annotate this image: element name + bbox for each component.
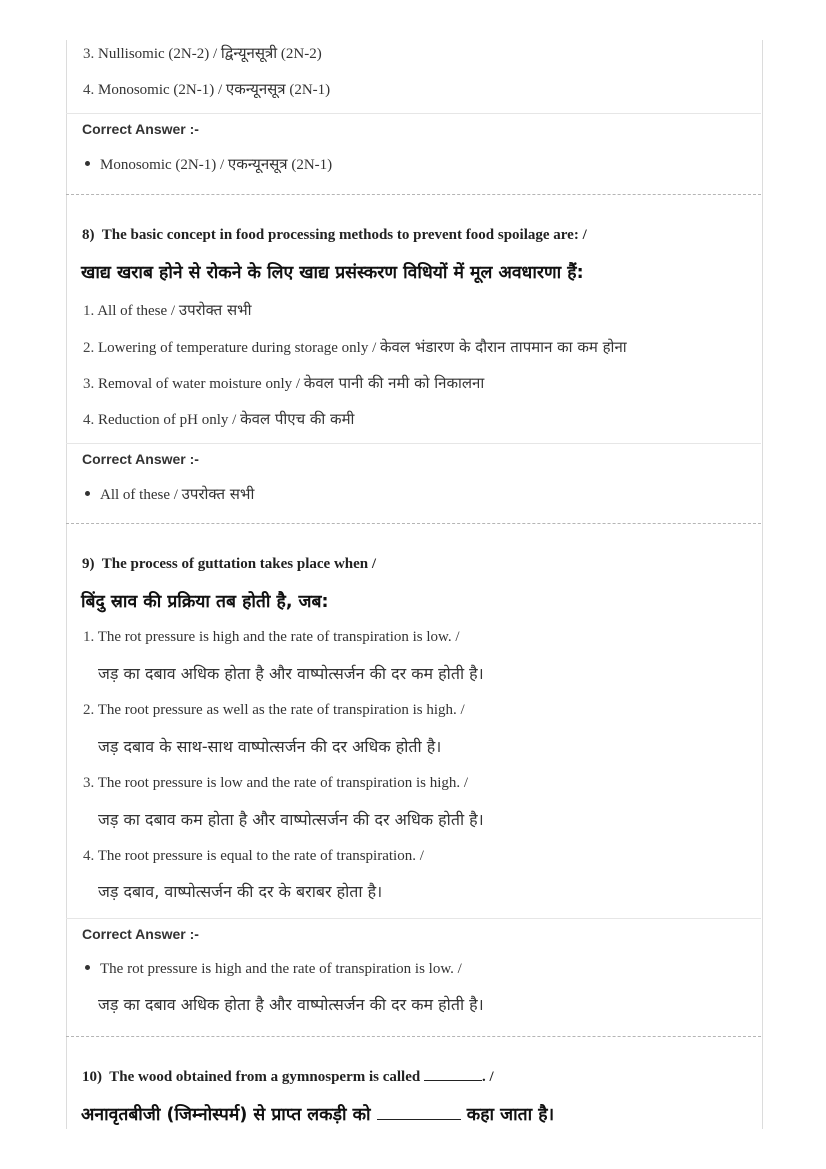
q8-correct-answer [85,484,254,504]
option-text-en: The root pressure as well as the rate of transpiration is high. / [97,702,465,718]
option-number: 4. [83,82,95,98]
q9-title-hindi: बिंदु स्राव की प्रक्रिया तब होती है, जब: [81,592,329,612]
q8-correct-answer-label: Correct Answer :- [82,451,199,467]
q8-option-2 [83,337,627,357]
option-text-en: Monosomic (2N-1) / [98,82,226,98]
option-number: 4. [83,412,95,428]
question-number: 10) [82,1069,102,1085]
question-text-en: The basic concept in food processing methods to prevent food spoilage are: / [101,227,587,243]
q8-option-4 [83,409,354,429]
option-text-en: The root pressure is equal to the rate of transpiration. / [97,848,424,864]
q9-option-1-hindi: जड़ का दबाव अधिक होता है और वाष्पोत्सर्जन की दर कम होती है। [98,664,484,683]
option-text-en: The root pressure is low and the rate of transpiration is high. / [97,775,469,791]
answer-blank [424,1080,482,1081]
option-text-en: Reduction of pH only / [98,412,241,428]
option-text-hi: केवल भंडारण के दौरान तापमान का कम होना [380,338,627,356]
answer-text-en: Monosomic (2N-1) / [100,157,228,173]
answer-text-hi: उपरोक्त सभी [181,485,255,503]
option-number: 3. [83,46,95,62]
q7-option-3 [83,43,322,63]
q8-title [82,227,587,244]
option-number: 1. [83,303,95,319]
answer-blank [377,1119,461,1120]
option-text-hi: केवल पीएच की कमी [240,410,355,428]
bullet-icon [85,965,90,970]
question-number: 9) [82,556,95,572]
q9-option-4 [83,848,424,865]
answer-text-hi: एकन्यूनसूत्र [227,155,288,173]
option-number: 2. [83,702,95,718]
q9-option-2-hindi: जड़ दबाव के साथ-साथ वाष्पोत्सर्जन की दर अधिक होती है। [98,737,442,756]
q9-option-1 [83,629,460,646]
option-text-hi: उपरोक्त सभी [178,301,252,319]
option-text-en: Lowering of temperature during storage only / [98,340,380,356]
q7-correct-answer-label: Correct Answer :- [82,121,199,137]
option-text-hi: एकन्यूनसूत्र [225,80,286,98]
q9-option-3 [83,775,468,792]
question-text-en: The wood obtained from a gymnosperm is called [109,1069,421,1085]
q7-option-4 [83,79,330,99]
question-separator [66,194,761,195]
question-number: 8) [82,227,95,243]
q9-option-3-hindi: जड़ का दबाव कम होता है और वाष्पोत्सर्जन की दर अधिक होती है। [98,810,484,829]
answer-text-en: The rot pressure is high and the rate of transpiration is low. / [100,961,462,977]
option-number: 3. [83,376,95,392]
q9-correct-answer-label: Correct Answer :- [82,926,199,942]
question-separator [66,1036,761,1037]
answer-text-en: All of these / [100,487,182,503]
q8-option-1 [83,300,252,320]
option-number: 4. [83,848,95,864]
answer-text-tail: (2N-1) [287,157,333,173]
question-separator [66,523,761,524]
option-text-tail: (2N-2) [277,46,322,62]
option-text-en: Removal of water moisture only / [98,376,304,392]
divider [66,443,761,444]
option-text-en: All of these / [97,303,179,319]
q7-correct-answer [85,154,332,174]
q9-option-4-hindi: जड़ दबाव, वाष्पोत्सर्जन की दर के बराबर होता है। [98,882,383,901]
option-text-hi: द्विन्यूनसूत्री [220,44,278,62]
divider [66,918,761,919]
question-text-hi: अनावृतबीजी (जिम्नोस्पर्म) से प्राप्त लकड़ी को [81,1105,371,1125]
q9-option-2 [83,702,465,719]
bullet-icon [85,491,90,496]
option-text-tail: (2N-1) [285,82,331,98]
divider [66,113,761,114]
option-number: 2. [83,340,95,356]
option-text-en: The rot pressure is high and the rate of transpiration is low. / [97,629,460,645]
q10-title-hindi [81,1102,554,1126]
q10-title [82,1069,494,1086]
option-number: 1. [83,629,95,645]
question-text-hi-tail: कहा जाता है। [460,1105,555,1125]
bullet-icon [85,161,90,166]
q9-correct-answer-hindi: जड़ का दबाव अधिक होता है और वाष्पोत्सर्जन की दर कम होती है। [98,995,484,1014]
q9-correct-answer [85,961,462,978]
q8-title-hindi: खाद्य खराब होने से रोकने के लिए खाद्य प्रसंस्करण विधियों में मूल अवधारणा हैं: [81,263,584,283]
option-text-hi: केवल पानी की नमी को निकालना [303,374,485,392]
question-text-tail: . / [481,1069,494,1085]
q9-title [82,556,376,573]
option-text-en: Nullisomic (2N-2) / [98,46,221,62]
option-number: 3. [83,775,95,791]
question-text-en: The process of guttation takes place when / [101,556,377,572]
q8-option-3 [83,373,484,393]
